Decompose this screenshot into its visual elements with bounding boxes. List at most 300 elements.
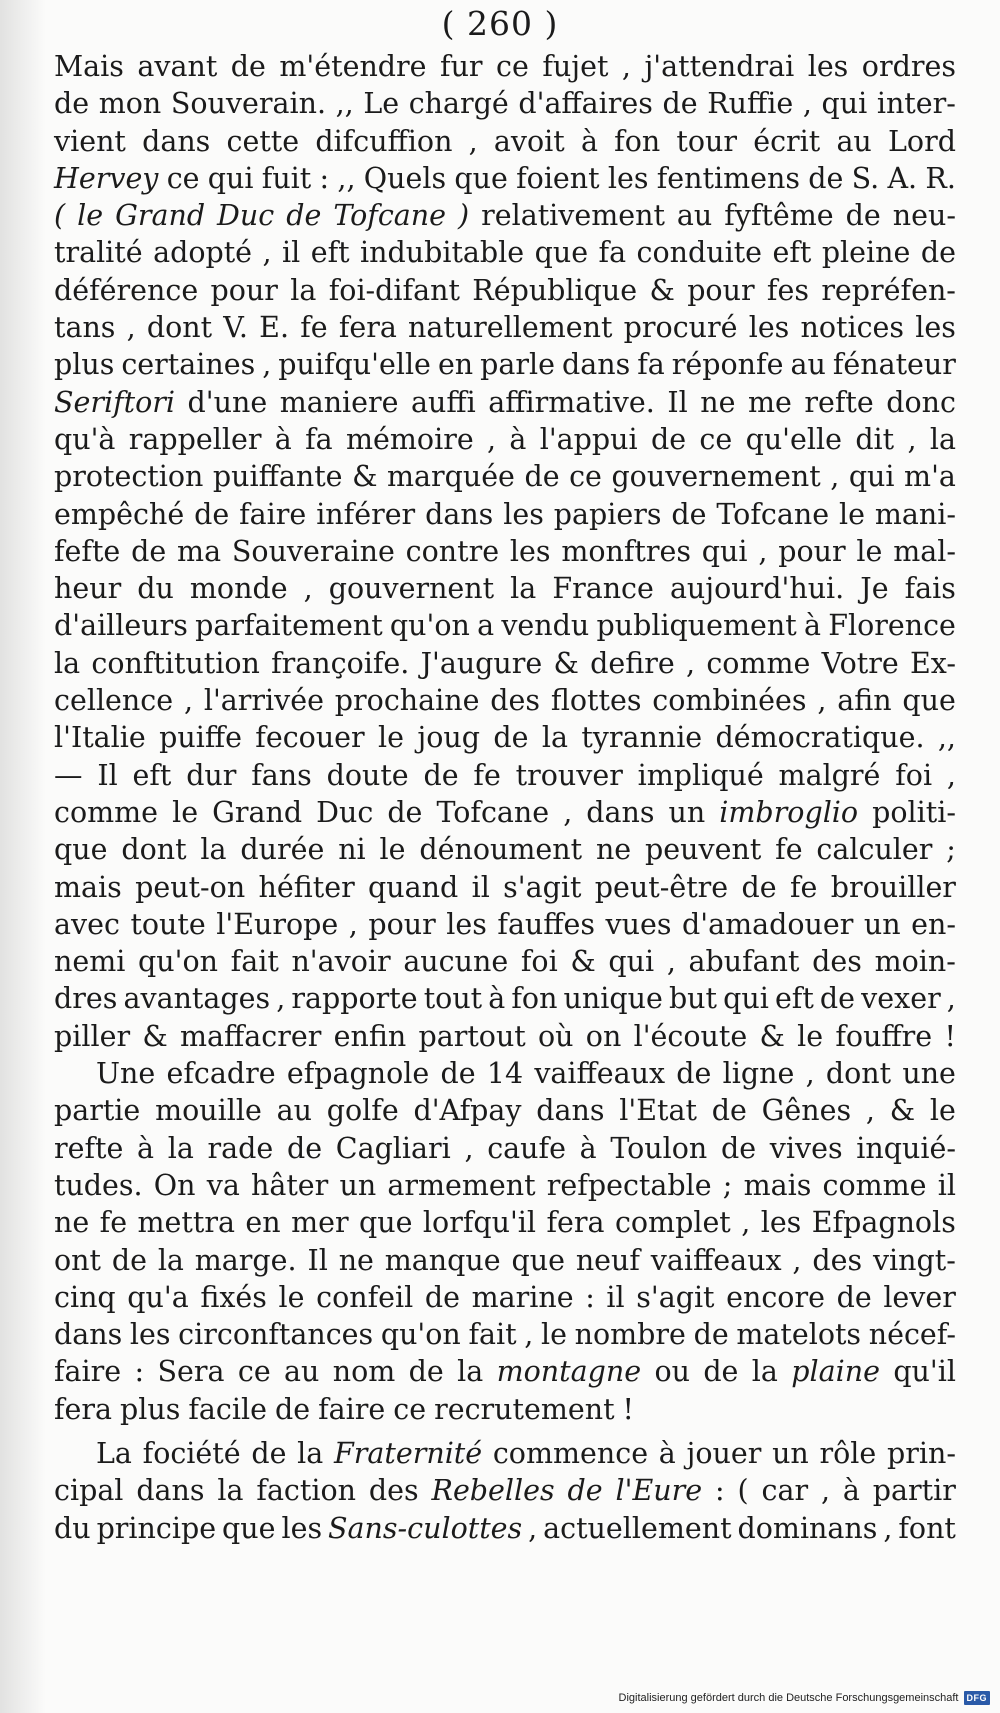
word: , <box>907 422 917 456</box>
word: hâter <box>251 1168 329 1202</box>
word: cipal <box>54 1474 124 1508</box>
word: afin <box>837 684 892 718</box>
word: d'une <box>187 385 268 419</box>
word: , <box>276 982 286 1016</box>
word: , <box>805 1057 815 1091</box>
word: Ex- <box>909 646 956 680</box>
word: me <box>747 385 792 419</box>
word: complet <box>614 1206 731 1240</box>
word: de <box>920 236 956 270</box>
word: de <box>493 721 529 755</box>
word: le <box>929 1094 956 1128</box>
word: conduite <box>636 236 763 270</box>
word: de <box>524 460 560 494</box>
text-line <box>54 980 956 1017</box>
word: tans <box>54 311 116 345</box>
word: fe <box>300 311 328 345</box>
word: partie <box>54 1094 141 1128</box>
word: tour <box>676 124 737 158</box>
word: dans <box>586 795 655 829</box>
word: de <box>131 534 167 568</box>
word: fais <box>904 572 956 606</box>
word: auffi <box>411 385 476 419</box>
word: joug <box>417 721 480 755</box>
word: , <box>528 1511 538 1545</box>
word: fes <box>766 273 809 307</box>
word: j'attendrai <box>644 50 795 83</box>
word: dans <box>54 1318 123 1352</box>
word: comme <box>706 646 811 680</box>
word: Il <box>667 385 688 419</box>
word: pleine <box>821 236 911 270</box>
word: S. <box>851 161 880 195</box>
text-line <box>54 645 956 682</box>
word: la <box>167 1131 194 1165</box>
word: , <box>621 50 631 83</box>
word: dres <box>54 982 118 1016</box>
word: J'augure <box>420 646 543 680</box>
text-line <box>54 757 956 794</box>
text-line <box>54 234 956 271</box>
word: Gênes <box>761 1094 852 1128</box>
word: A. <box>887 161 918 195</box>
credit-text: Digitalisierung gefördert durch die Deutsche Forschungsgemeinschaft <box>618 1692 959 1704</box>
word: à <box>579 1131 597 1165</box>
word: mon <box>98 87 162 121</box>
word: peuvent <box>645 833 762 867</box>
word: Hervey <box>54 161 159 195</box>
word: eft <box>310 236 350 270</box>
word: tyrannie <box>581 721 703 755</box>
text-line <box>54 831 956 868</box>
word: de <box>423 758 459 792</box>
word: Florence <box>828 609 956 643</box>
word: que <box>359 1206 413 1240</box>
word: , <box>686 646 696 680</box>
word: fera <box>54 1392 113 1426</box>
word: inquié- <box>856 1131 956 1165</box>
word: un <box>863 907 901 941</box>
word: peut-on <box>135 870 246 904</box>
word: une <box>902 1057 956 1091</box>
word: faction <box>256 1474 356 1508</box>
text-line <box>54 384 956 421</box>
word: fait <box>468 1318 517 1352</box>
word: le <box>379 833 406 867</box>
word: plus <box>120 1392 181 1426</box>
word: marquée <box>386 460 515 494</box>
word: gouvernent <box>328 572 495 606</box>
word: plus <box>54 348 115 382</box>
word: l'Italie <box>54 721 146 755</box>
word: dans <box>136 1474 205 1508</box>
word: inter- <box>876 87 956 121</box>
word: le <box>838 497 865 531</box>
word: , <box>126 311 136 345</box>
word: jouer <box>686 1436 762 1470</box>
word: d'ailleurs <box>54 609 188 643</box>
word: de <box>662 87 698 121</box>
word: que <box>534 236 589 270</box>
word: naturellement <box>408 311 613 345</box>
word: fe <box>775 833 803 867</box>
word: d'amadouer <box>682 907 854 941</box>
word: à <box>580 124 598 158</box>
word: empêché <box>54 497 185 531</box>
word: , <box>792 1243 802 1277</box>
word: République <box>472 273 638 307</box>
word: parle <box>480 348 556 382</box>
word: , <box>802 87 812 121</box>
word: avant <box>137 50 218 83</box>
text-line <box>54 1316 956 1353</box>
word: E. <box>259 311 290 345</box>
word: s'agit <box>636 1280 715 1314</box>
word: eft <box>772 236 812 270</box>
text-line <box>54 346 956 383</box>
word: quand <box>368 870 459 904</box>
word: pour <box>778 534 846 568</box>
text-line <box>54 1279 956 1316</box>
word: ) <box>457 199 470 233</box>
word: fixés <box>200 1280 267 1314</box>
word: tout <box>423 982 483 1016</box>
word: ( <box>737 1474 749 1508</box>
word: , <box>563 795 573 829</box>
word: pour <box>368 907 436 941</box>
word: de <box>274 1392 311 1426</box>
word: les <box>760 1206 802 1240</box>
text-line <box>54 1242 956 1279</box>
word: la <box>457 1355 484 1389</box>
word: toute <box>130 907 206 941</box>
word: fyftême <box>724 199 834 233</box>
word: aucune <box>403 945 509 979</box>
word: tudes. <box>54 1168 143 1202</box>
word: de <box>808 161 844 195</box>
word: fait <box>230 945 279 979</box>
word: rappeller <box>128 422 262 456</box>
word: de <box>440 1057 476 1091</box>
word: , <box>487 422 497 456</box>
word: fe <box>789 870 818 904</box>
word: va <box>206 1168 240 1202</box>
word: qui <box>207 161 254 195</box>
word: On <box>153 1168 196 1202</box>
word: caufe <box>487 1131 566 1165</box>
word: de <box>650 422 687 456</box>
word: puifqu'elle <box>278 348 431 382</box>
word: fecouer <box>255 721 365 755</box>
word: ma <box>177 534 222 568</box>
word: en <box>245 1206 281 1240</box>
text-line <box>54 1204 956 1241</box>
word: l'écoute <box>633 1019 748 1053</box>
word: le <box>540 1318 567 1352</box>
word: a <box>477 609 495 643</box>
word: vues <box>605 907 672 941</box>
word: Souveraine <box>231 534 395 568</box>
word: de <box>693 1318 729 1352</box>
text-line <box>54 1167 956 1204</box>
word: la <box>541 721 568 755</box>
word: Votre <box>821 646 899 680</box>
word: où <box>538 1019 574 1053</box>
word: unique <box>563 982 663 1016</box>
word: fera <box>546 1206 605 1240</box>
word: lever <box>883 1280 956 1314</box>
word: chargé <box>408 87 509 121</box>
word: brouiller <box>830 870 956 904</box>
word: defire <box>590 646 675 680</box>
word: dont <box>825 1057 892 1091</box>
word: réponfe <box>671 348 784 382</box>
word: font <box>898 1511 956 1545</box>
word: ,, <box>337 161 356 195</box>
word: de <box>676 1057 712 1091</box>
word: encore <box>726 1280 825 1314</box>
word: les <box>129 1318 171 1352</box>
text-line <box>54 421 956 458</box>
word: la <box>157 1243 184 1277</box>
text-line <box>54 123 956 160</box>
word: peut-être <box>594 870 729 904</box>
word: d'affaires <box>518 87 653 121</box>
word: de <box>194 497 230 531</box>
word: calculer <box>816 833 933 867</box>
word: déférence <box>54 273 199 307</box>
word: Il <box>307 1243 328 1277</box>
word: à <box>842 1474 860 1508</box>
word: françoife. <box>271 646 410 680</box>
text-line <box>54 1055 956 1092</box>
word: , <box>262 236 272 270</box>
word: vaiffeaux <box>534 1057 666 1091</box>
word: rôle <box>819 1436 877 1470</box>
word: nombre <box>574 1318 686 1352</box>
word: ,, <box>937 721 956 755</box>
word: de <box>286 1131 323 1165</box>
word: que <box>902 684 956 718</box>
word: dans <box>562 348 631 382</box>
word: qu'on <box>389 609 470 643</box>
word: qui <box>701 534 748 568</box>
word: , <box>817 684 827 718</box>
word: ont <box>54 1243 101 1277</box>
word: inférer <box>316 497 416 531</box>
word: fentimens <box>656 161 800 195</box>
word: Seriftori <box>54 385 176 419</box>
word: Souverain. <box>170 87 327 121</box>
word: & <box>649 273 675 307</box>
word: la <box>200 833 227 867</box>
word: , <box>303 572 313 606</box>
word: montagne <box>496 1355 642 1389</box>
word: ; <box>722 1168 733 1202</box>
word: commence <box>492 1436 649 1470</box>
page-gutter-shadow <box>0 0 46 1713</box>
word: donc <box>886 385 956 419</box>
word: l'Etat <box>619 1094 697 1128</box>
word: ne <box>54 1206 90 1240</box>
word: protection <box>54 460 204 494</box>
word: efpagnole <box>286 1057 430 1091</box>
word: dont <box>146 311 213 345</box>
word: dominans <box>737 1511 878 1545</box>
word: enfin <box>333 1019 407 1053</box>
word: repréfen- <box>821 273 956 307</box>
text-line <box>54 1018 956 1055</box>
word: actuellement <box>543 1511 732 1545</box>
word: notices <box>800 311 905 345</box>
word: qui <box>608 945 655 979</box>
word: héfiter <box>258 870 355 904</box>
word: moin- <box>874 945 956 979</box>
text-line <box>54 943 956 980</box>
word: & <box>889 1094 916 1128</box>
word: de <box>567 1474 603 1508</box>
word: Fraternité <box>334 1436 483 1470</box>
word: l'Eure <box>615 1474 703 1508</box>
word: l'arrivée <box>203 684 324 718</box>
word: cette <box>226 124 300 158</box>
word: démocratique. <box>715 721 925 755</box>
word: & <box>759 1019 785 1053</box>
text-line <box>54 533 956 570</box>
text-line <box>54 682 956 719</box>
word: ! <box>944 1019 956 1053</box>
word: partir <box>872 1474 956 1508</box>
word: fon <box>614 124 661 158</box>
word: La <box>96 1436 132 1470</box>
word: , <box>946 758 956 792</box>
word: comme <box>54 795 159 829</box>
word: adopté <box>153 236 253 270</box>
word: avec <box>54 907 120 941</box>
word: de <box>711 1094 747 1128</box>
word: dans <box>142 124 211 158</box>
word: la <box>54 646 81 680</box>
word: manque <box>384 1243 501 1277</box>
word: Il <box>97 758 118 792</box>
word: ne <box>595 833 632 867</box>
word: fouffre <box>835 1019 933 1053</box>
word: maniere <box>279 385 399 419</box>
word: avoit <box>493 124 565 158</box>
word: heur <box>54 572 122 606</box>
word: : <box>585 1280 595 1314</box>
word: Je <box>860 572 889 606</box>
word: , <box>464 1131 474 1165</box>
word: Cagliari <box>335 1131 451 1165</box>
text-line <box>54 48 956 85</box>
text-line <box>54 1472 956 1509</box>
word: fur <box>440 50 483 83</box>
word: , <box>183 684 193 718</box>
word: un <box>339 1168 377 1202</box>
word: ou <box>654 1355 690 1389</box>
word: , <box>666 945 676 979</box>
word: en- <box>911 907 956 941</box>
word: mettra <box>137 1206 235 1240</box>
word: ligne <box>722 1057 795 1091</box>
text-line <box>54 869 956 906</box>
word: de <box>286 199 322 233</box>
word: d'Afpay <box>413 1094 522 1128</box>
word: vives <box>769 1131 843 1165</box>
word: qu'il <box>893 1355 956 1389</box>
word: impliqué <box>637 758 764 792</box>
word: foient <box>516 161 600 195</box>
word: : <box>134 1355 145 1389</box>
word: Grand <box>212 795 303 829</box>
word: : <box>715 1474 725 1508</box>
word: papiers <box>553 497 662 531</box>
word: au <box>284 1355 320 1389</box>
word: Efpagnols <box>811 1206 956 1240</box>
word: V. <box>223 311 248 345</box>
text-line <box>54 496 956 533</box>
word: ; <box>946 833 956 867</box>
word: fefte <box>54 534 121 568</box>
word: confeil <box>316 1280 414 1314</box>
word: eft <box>774 982 814 1016</box>
word: la <box>929 422 956 456</box>
word: que <box>54 833 108 867</box>
word: rapporte <box>291 982 418 1016</box>
text-line <box>54 1391 956 1428</box>
word: s'agit <box>503 870 582 904</box>
text-line <box>54 85 956 122</box>
word: de <box>387 795 423 829</box>
word: Lord <box>888 124 956 158</box>
word: vexer <box>861 982 941 1016</box>
word: foi-difant <box>328 273 460 307</box>
word: vaiffeaux <box>650 1243 782 1277</box>
word: but <box>668 982 717 1016</box>
word: qu'on <box>380 1318 461 1352</box>
word: nécef- <box>868 1318 956 1352</box>
word: ,, <box>335 87 354 121</box>
word: rade <box>207 1131 274 1165</box>
word: de <box>819 982 856 1016</box>
word: fa <box>305 422 333 456</box>
word: faire <box>318 1392 386 1426</box>
word: , <box>865 1094 875 1128</box>
word: , <box>524 1318 534 1352</box>
word: des <box>812 945 862 979</box>
word: mouille <box>155 1094 262 1128</box>
word: Tofcane <box>436 795 550 829</box>
word: faire <box>54 1355 122 1389</box>
text-line <box>54 197 956 234</box>
word: que <box>454 161 508 195</box>
word: le <box>797 1019 824 1053</box>
word: contre <box>405 534 500 568</box>
word: un <box>772 1436 809 1470</box>
word: que <box>222 1511 276 1545</box>
word: le <box>378 721 405 755</box>
word: au <box>676 199 713 233</box>
word: fe <box>473 758 501 792</box>
word: marge. <box>194 1243 297 1277</box>
word: puiffante <box>212 460 343 494</box>
word: neu- <box>892 199 956 233</box>
word: maffacrer <box>180 1019 322 1053</box>
word: de <box>845 199 881 233</box>
word: indubitable <box>360 236 525 270</box>
word: le <box>278 1280 305 1314</box>
